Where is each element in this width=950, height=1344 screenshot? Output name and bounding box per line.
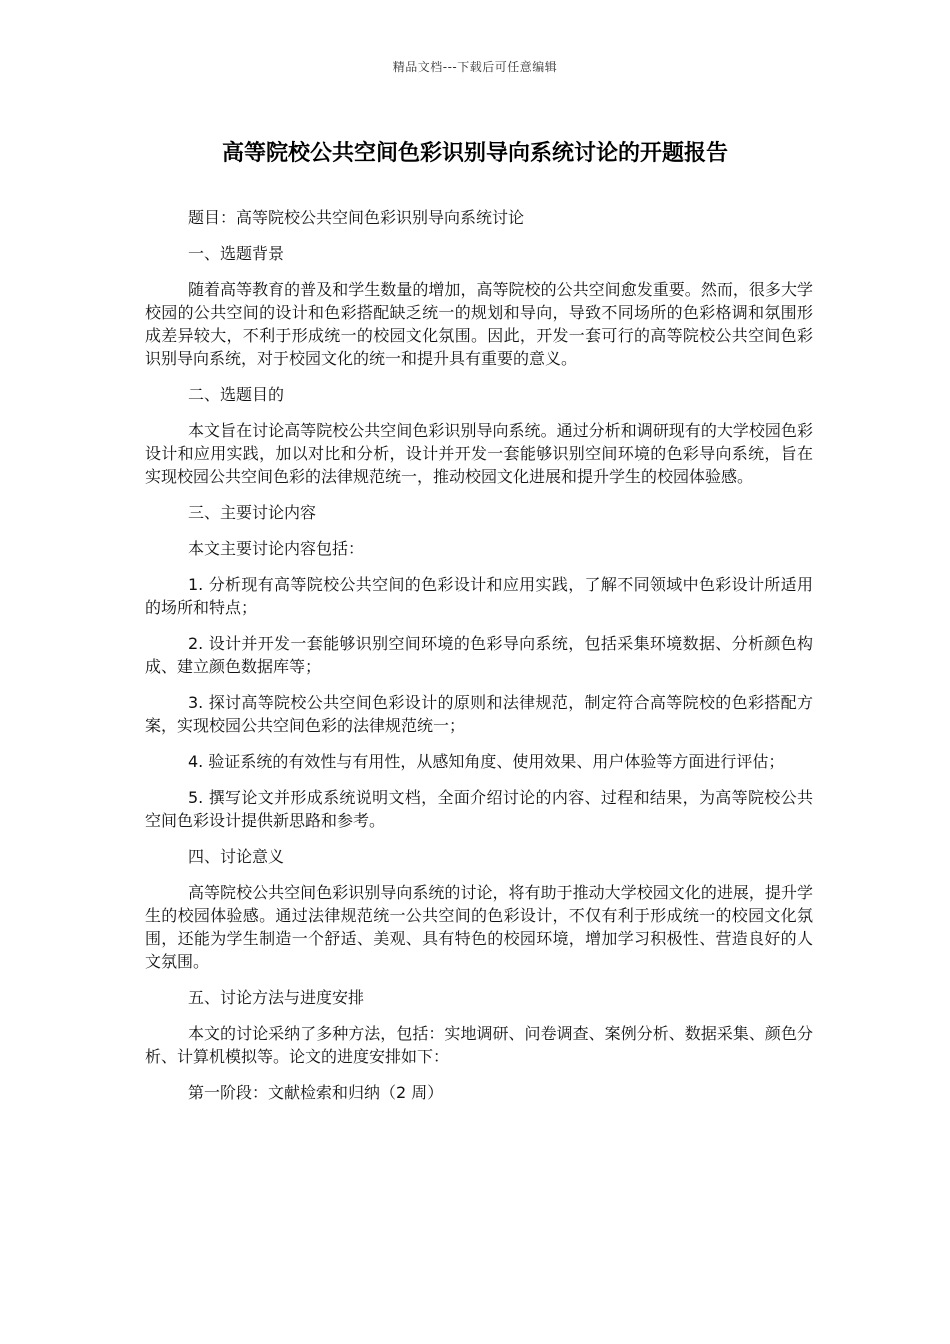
methods-paragraph: 本文的讨论采纳了多种方法，包括：实地调研、问卷调查、案例分析、数据采集、颜色分析、计算机模拟等。论文的进度安排如下：	[145, 1024, 813, 1066]
content-item-4: 4. 验证系统的有效性与有用性，从感知角度、使用效果、用户体验等方面进行评估；	[188, 752, 785, 771]
significance-paragraph: 高等院校公共空间色彩识别导向系统的讨论，将有助于推动大学校园文化的进展，提升学生的校园体验感。通过法律规范统一公共空间的色彩设计，不仅有利于形成统一的校园文化氛围，还能为学生制造一个舒适、美观、具有特色的校园环境，增加学习积极性、营造良好的人文氛围。	[145, 883, 813, 971]
topic-line: 题目：高等院校公共空间色彩识别导向系统讨论	[188, 208, 525, 227]
schedule-stage-1: 第一阶段：文献检索和归纳（2 周）	[188, 1083, 444, 1102]
content-item-3: 3. 探讨高等院校公共空间色彩设计的原则和法律规范，制定符合高等院校的色彩搭配方案，实现校园公共空间色彩的法律规范统一；	[145, 693, 813, 735]
content-item-5: 5. 撰写论文并形成系统说明文档，全面介绍讨论的内容、过程和结果，为高等院校公共空间色彩设计提供新思路和参考。	[145, 788, 813, 830]
purpose-paragraph: 本文旨在讨论高等院校公共空间色彩识别导向系统。通过分析和调研现有的大学校园色彩设计和应用实践，加以对比和分析，设计并开发一套能够识别空间环境的色彩导向系统，旨在实现校园公共空间色彩的法律规范统一，推动校园文化进展和提升学生的校园体验感。	[145, 421, 813, 486]
content-item-2: 2. 设计并开发一套能够识别空间环境的色彩导向系统，包括采集环境数据、分析颜色构成、建立颜色数据库等；	[145, 634, 813, 676]
document-title: 高等院校公共空间色彩识别导向系统讨论的开题报告	[221, 141, 728, 166]
content-intro: 本文主要讨论内容包括：	[188, 539, 365, 558]
section-heading-methods: 五、讨论方法与进度安排	[188, 988, 365, 1007]
content-item-1: 1. 分析现有高等院校公共空间的色彩设计和应用实践，了解不同领域中色彩设计所适用的场所和特点；	[145, 575, 813, 617]
document-body	[145, 206, 813, 1117]
page-header: 精品文档---下载后可任意编辑	[392, 60, 558, 74]
section-heading-purpose: 二、选题目的	[188, 385, 285, 404]
section-heading-significance: 四、讨论意义	[188, 847, 285, 866]
background-paragraph: 随着高等教育的普及和学生数量的增加，高等院校的公共空间愈发重要。然而，很多大学校园的公共空间的设计和色彩搭配缺乏统一的规划和导向，导致不同场所的色彩格调和氛围形成差异较大，不利于形成统一的校园文化氛围。因此，开发一套可行的高等院校公共空间色彩识别导向系统，对于校园文化的统一和提升具有重要的意义。	[145, 280, 813, 368]
section-heading-content: 三、主要讨论内容	[188, 503, 317, 522]
section-heading-background: 一、选题背景	[188, 244, 285, 263]
